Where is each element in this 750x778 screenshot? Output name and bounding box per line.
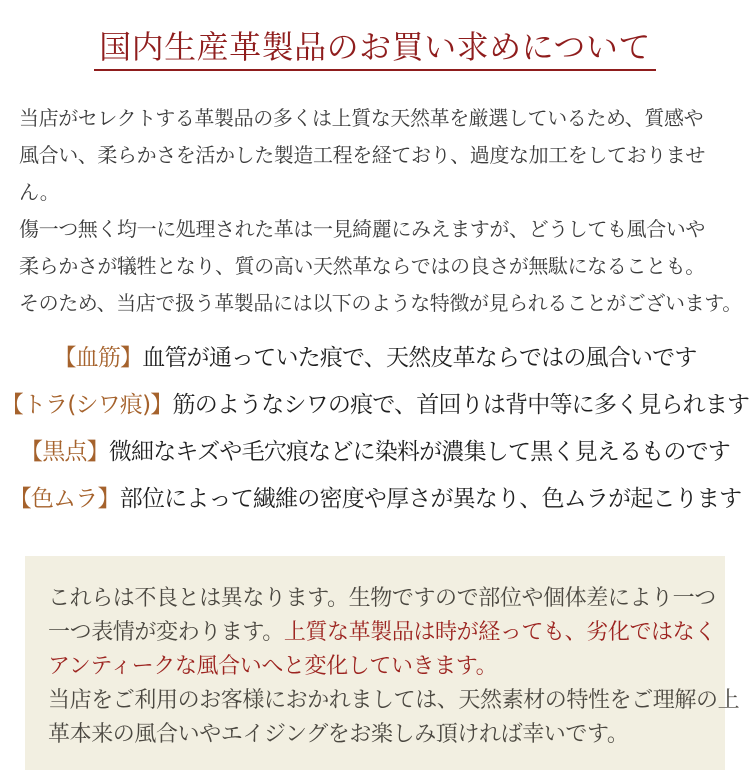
feature-item-iromura [0,484,750,514]
intro-line: 当店がセレクトする革製品の多くは上質な天然革を厳選しているため、質感や [19,106,704,130]
intro-line: 風合い、柔らかさを活かした製造工程を経ており、過度な加工をしておりません。 [19,143,705,204]
feature-text: 筋のようなシワの痕で、首回りは背中等に多く見られます [172,392,750,418]
feature-text: 部位によって繊維の密度や厚さが異なり、色ムラが起こります [119,486,742,512]
page-title-text: 国内生産革製品のお買い求めについて [94,28,656,71]
feature-label: 【色ムラ】 [8,486,120,512]
intro-line: 傷一つ無く均一に処理された革は一見綺麗にみえますが、どうしても風合いや [19,217,705,241]
feature-text: 血管が通っていた痕で、天然皮革ならではの風合いです [142,345,697,371]
note-box [25,556,740,770]
note-line [48,616,716,650]
intro-line: そのため、当店で扱う革製品には以下のような特徴が見られることがございます。 [19,291,742,315]
page-title [0,28,750,71]
note-line-highlight: 上質な革製品は時が経っても、劣化ではなく [283,620,716,645]
feature-item-tora [0,390,750,420]
note-line: 革本来の風合いやエイジングをお楽しみ頂ければ幸いです。 [48,722,629,747]
feature-item-kokuten [0,437,750,467]
intro-line: 柔らかさが犠牲となり、質の高い天然革ならではの良さが無駄になることも。 [19,254,705,278]
feature-item-chisuji [0,343,750,373]
note-line-highlight: アンティークな風合いへと変化していきます。 [48,654,498,679]
feature-label: 【黒点】 [20,439,109,465]
note-line: これらは不良とは異なります。生物ですので部位や個体差により一つ [48,586,716,611]
feature-label: 【トラ(シワ痕)】 [0,392,173,418]
feature-list [0,343,750,514]
feature-label: 【血筋】 [53,345,143,371]
intro-paragraph [19,100,742,322]
feature-text: 微細なキズや毛穴痕などに染料が濃集して黒く見えるものです [108,439,730,465]
note-line: 当店をご利用のお客様におかれましては、天然素材の特性をご理解の上 [48,688,740,713]
note-line-normal: 一つ表情が変わります。 [48,620,284,645]
